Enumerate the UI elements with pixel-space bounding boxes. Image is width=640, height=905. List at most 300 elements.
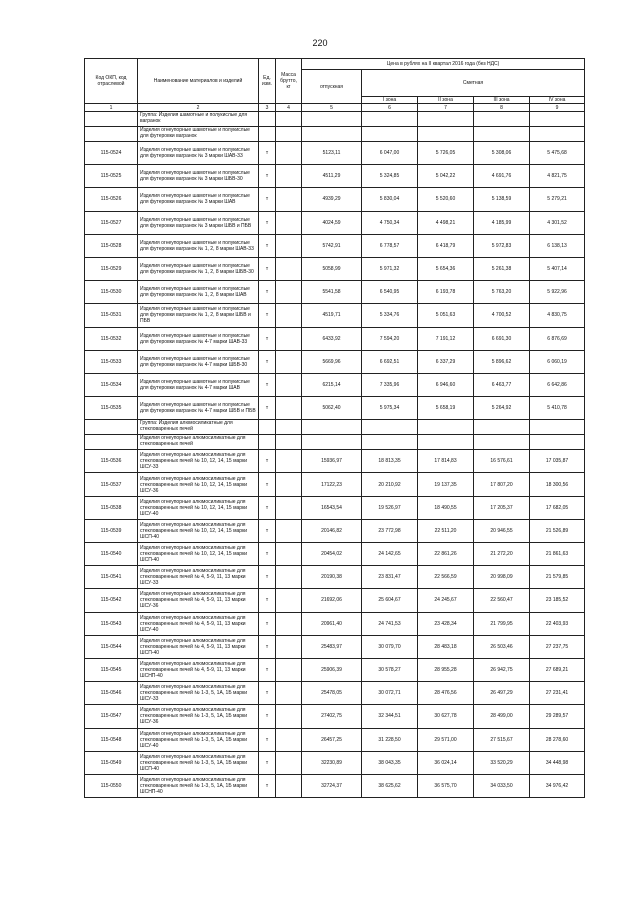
row-zone3-price: 5 261,38	[474, 257, 530, 280]
row-name: Изделия огнеупорные алюмосиликатные для стекловаренных печей № 10, 12, 14, 15 марки ШСП-40	[138, 519, 259, 542]
row-release-price: 20146,82	[302, 519, 362, 542]
row-mass	[276, 496, 302, 519]
row-zone1-price	[362, 435, 418, 450]
row-zone4-price: 23 185,52	[530, 589, 585, 612]
row-zone4-price: 17 035,87	[530, 450, 585, 473]
row-release-price: 26457,25	[302, 728, 362, 751]
row-name: Изделия огнеупорные шамотные и полукислые для футеровки вагранок № 3 марки ШБВ и ПБВ	[138, 211, 259, 234]
row-zone3-price: 16 576,61	[474, 450, 530, 473]
row-zone2-price: 28 483,18	[418, 635, 474, 658]
group-row	[85, 127, 585, 142]
group-row	[85, 435, 585, 450]
row-code: 115-0526	[85, 188, 138, 211]
price-table	[84, 58, 585, 798]
row-unit: т	[259, 774, 276, 797]
row-unit	[259, 420, 276, 435]
row-mass	[276, 127, 302, 142]
row-code: 115-0550	[85, 774, 138, 797]
row-zone1-price: 24 741,53	[362, 612, 418, 635]
row-zone4-price: 27 231,41	[530, 682, 585, 705]
row-zone3-price: 5 896,62	[474, 350, 530, 373]
row-code: 115-0545	[85, 658, 138, 681]
row-name: Изделия огнеупорные алюмосиликатные для стекловаренных печей № 10, 12, 14, 15 марки ШСУ-33	[138, 450, 259, 473]
row-name: Изделия огнеупорные шамотные и полукислые для футеровки вагранок № 1, 2, 8 марки ШБВ-30	[138, 257, 259, 280]
row-release-price: 4519,71	[302, 304, 362, 327]
row-release-price: 5058,99	[302, 257, 362, 280]
table-row	[85, 705, 585, 728]
table-row	[85, 566, 585, 589]
row-release-price: 25906,39	[302, 658, 362, 681]
row-zone2-price: 5 658,19	[418, 397, 474, 420]
row-name: Изделия огнеупорные алюмосиликатные для стекловаренных печей № 1-3, 5, 1А, 1Б марки ШСУ-36	[138, 705, 259, 728]
row-code: 115-0541	[85, 566, 138, 589]
row-code: 115-0533	[85, 350, 138, 373]
row-release-price: 17122,23	[302, 473, 362, 496]
row-zone2-price: 5 051,63	[418, 304, 474, 327]
row-zone1-price: 4 750,34	[362, 211, 418, 234]
row-name: Изделия огнеупорные алюмосиликатные для стекловаренных печей № 4, 5-9, 11, 13 марки ШСУ-40	[138, 612, 259, 635]
table-row	[85, 373, 585, 396]
row-mass	[276, 658, 302, 681]
row-code: 115-0544	[85, 635, 138, 658]
row-zone2-price: 19 137,35	[418, 473, 474, 496]
row-release-price: 21692,06	[302, 589, 362, 612]
row-mass	[276, 751, 302, 774]
column-index-cell: 3	[259, 104, 276, 112]
row-release-price: 4511,29	[302, 165, 362, 188]
column-index-cell: 4	[276, 104, 302, 112]
row-code: 115-0538	[85, 496, 138, 519]
row-mass	[276, 211, 302, 234]
row-name: Изделия огнеупорные шамотные и полукислые для футеровки вагранок № 3 марки ШАВ-33	[138, 142, 259, 165]
row-release-price: 25483,97	[302, 635, 362, 658]
table-row	[85, 543, 585, 566]
table-row	[85, 188, 585, 211]
row-unit: т	[259, 142, 276, 165]
table-row	[85, 589, 585, 612]
row-release-price	[302, 112, 362, 127]
row-zone3-price: 6 463,77	[474, 373, 530, 396]
row-release-price: 5123,11	[302, 142, 362, 165]
table-row	[85, 774, 585, 797]
row-zone1-price: 5 975,34	[362, 397, 418, 420]
row-code	[85, 435, 138, 450]
row-unit: т	[259, 658, 276, 681]
table-row	[85, 473, 585, 496]
row-code: 115-0547	[85, 705, 138, 728]
row-code: 115-0539	[85, 519, 138, 542]
row-code: 115-0537	[85, 473, 138, 496]
header-estimate: Сметная	[362, 70, 585, 97]
row-name: Изделия огнеупорные шамотные и полукислые для футеровки вагранок № 3 марки ШБВ-30	[138, 165, 259, 188]
table-row	[85, 257, 585, 280]
row-zone2-price: 6 418,79	[418, 234, 474, 257]
row-zone4-price: 5 922,96	[530, 281, 585, 304]
row-unit: т	[259, 682, 276, 705]
row-code: 115-0549	[85, 751, 138, 774]
header-price: Цена в рублях на II квартал 2016 года (без НДС)	[302, 59, 585, 70]
row-unit: т	[259, 543, 276, 566]
row-mass	[276, 635, 302, 658]
row-code: 115-0525	[85, 165, 138, 188]
row-mass	[276, 142, 302, 165]
row-zone3-price: 17 807,20	[474, 473, 530, 496]
row-unit: т	[259, 373, 276, 396]
row-zone2-price	[418, 112, 474, 127]
row-name: Изделия огнеупорные шамотные и полукислые для футеровки вагранок	[138, 127, 259, 142]
row-zone2-price: 30 627,78	[418, 705, 474, 728]
row-zone2-price: 5 520,60	[418, 188, 474, 211]
row-code	[85, 127, 138, 142]
row-code: 115-0546	[85, 682, 138, 705]
header-name: Наименование материалов и изделий	[138, 59, 259, 104]
row-zone4-price: 5 407,14	[530, 257, 585, 280]
row-zone2-price: 5 654,36	[418, 257, 474, 280]
header-release: отпускная	[302, 70, 362, 104]
row-zone1-price	[362, 112, 418, 127]
row-unit: т	[259, 165, 276, 188]
row-unit: т	[259, 450, 276, 473]
table-row	[85, 450, 585, 473]
row-zone3-price: 27 515,67	[474, 728, 530, 751]
row-zone3-price: 17 205,37	[474, 496, 530, 519]
row-mass	[276, 257, 302, 280]
row-name: Изделия огнеупорные алюмосиликатные для стекловаренных печей № 4, 5-9, 11, 13 марки ШСП-40	[138, 635, 259, 658]
group-row	[85, 420, 585, 435]
row-release-price: 5062,40	[302, 397, 362, 420]
row-name: Изделия огнеупорные алюмосиликатные для стекловаренных печей № 1-3, 5, 1А, 1Б марки ШСУ-33	[138, 682, 259, 705]
row-name: Группа: Изделия шамотные и полукислые для вагранок	[138, 112, 259, 127]
table-row	[85, 281, 585, 304]
row-zone3-price: 5 763,20	[474, 281, 530, 304]
table-row	[85, 519, 585, 542]
row-zone2-price: 18 490,55	[418, 496, 474, 519]
row-zone1-price: 30 578,27	[362, 658, 418, 681]
row-zone1-price: 6 047,00	[362, 142, 418, 165]
row-zone4-price: 4 301,52	[530, 211, 585, 234]
header-code: Код ОКП, код отраслевой	[85, 59, 138, 104]
header-mass: Масса брутто, кг	[276, 59, 302, 104]
row-zone3-price: 5 972,83	[474, 234, 530, 257]
table-row	[85, 165, 585, 188]
row-zone1-price: 6 778,57	[362, 234, 418, 257]
page-number: 220	[312, 38, 328, 48]
column-index-cell: 7	[418, 104, 474, 112]
row-zone2-price: 4 498,21	[418, 211, 474, 234]
table-row	[85, 142, 585, 165]
row-release-price: 16543,54	[302, 496, 362, 519]
row-zone2-price: 22 566,59	[418, 566, 474, 589]
row-release-price: 27402,75	[302, 705, 362, 728]
row-zone1-price: 30 079,70	[362, 635, 418, 658]
row-zone2-price: 24 245,67	[418, 589, 474, 612]
row-zone4-price: 6 138,13	[530, 234, 585, 257]
row-zone3-price: 33 520,29	[474, 751, 530, 774]
row-release-price: 5669,96	[302, 350, 362, 373]
row-unit: т	[259, 327, 276, 350]
row-zone4-price: 21 526,89	[530, 519, 585, 542]
row-zone1-price: 5 971,32	[362, 257, 418, 280]
column-index-cell: 8	[474, 104, 530, 112]
row-release-price: 32230,89	[302, 751, 362, 774]
row-zone3-price: 28 499,00	[474, 705, 530, 728]
row-unit: т	[259, 257, 276, 280]
row-zone1-price: 31 228,50	[362, 728, 418, 751]
row-mass	[276, 281, 302, 304]
table-row	[85, 327, 585, 350]
row-code: 115-0532	[85, 327, 138, 350]
row-release-price: 20190,38	[302, 566, 362, 589]
row-name: Изделия огнеупорные шамотные и полукислые для футеровки вагранок № 4-7 марки ШБВ и ПБВ	[138, 397, 259, 420]
row-unit: т	[259, 211, 276, 234]
row-mass	[276, 234, 302, 257]
header-zone2: II зона	[418, 97, 474, 104]
row-mass	[276, 373, 302, 396]
row-zone2-price	[418, 435, 474, 450]
row-unit	[259, 112, 276, 127]
table-row	[85, 728, 585, 751]
row-zone4-price: 28 278,60	[530, 728, 585, 751]
row-zone1-price: 38 625,62	[362, 774, 418, 797]
row-code: 115-0534	[85, 373, 138, 396]
row-unit: т	[259, 350, 276, 373]
row-mass	[276, 435, 302, 450]
row-name: Изделия огнеупорные алюмосиликатные для стекловаренных печей	[138, 435, 259, 450]
row-zone1-price: 32 344,51	[362, 705, 418, 728]
row-zone1-price: 20 210,92	[362, 473, 418, 496]
row-zone1-price: 18 813,35	[362, 450, 418, 473]
row-unit: т	[259, 473, 276, 496]
row-zone3-price: 4 185,99	[474, 211, 530, 234]
row-zone3-price: 21 272,20	[474, 543, 530, 566]
header-zone3: III зона	[474, 97, 530, 104]
row-mass	[276, 450, 302, 473]
row-zone4-price: 18 300,56	[530, 473, 585, 496]
row-mass	[276, 519, 302, 542]
row-zone4-price: 4 821,75	[530, 165, 585, 188]
row-unit: т	[259, 304, 276, 327]
row-zone2-price: 5 726,05	[418, 142, 474, 165]
row-zone3-price: 5 308,06	[474, 142, 530, 165]
row-mass	[276, 589, 302, 612]
row-code: 115-0529	[85, 257, 138, 280]
row-release-price: 32724,37	[302, 774, 362, 797]
row-zone2-price	[418, 127, 474, 142]
row-zone3-price: 34 033,50	[474, 774, 530, 797]
row-release-price	[302, 127, 362, 142]
row-name: Изделия огнеупорные шамотные и полукислые для футеровки вагранок № 4-7 марки ШБВ-30	[138, 350, 259, 373]
row-zone1-price: 7 335,96	[362, 373, 418, 396]
row-unit: т	[259, 589, 276, 612]
row-release-price: 5541,58	[302, 281, 362, 304]
row-zone4-price: 17 682,05	[530, 496, 585, 519]
row-zone4-price	[530, 112, 585, 127]
row-zone1-price: 6 540,95	[362, 281, 418, 304]
row-unit	[259, 435, 276, 450]
row-mass	[276, 566, 302, 589]
row-release-price: 4939,29	[302, 188, 362, 211]
table-row	[85, 304, 585, 327]
row-release-price: 6215,14	[302, 373, 362, 396]
column-index-cell: 2	[138, 104, 259, 112]
row-code: 115-0536	[85, 450, 138, 473]
row-release-price: 20454,02	[302, 543, 362, 566]
row-name: Изделия огнеупорные алюмосиликатные для стекловаренных печей № 10, 12, 14, 15 марки ШСП-40	[138, 543, 259, 566]
row-release-price: 6433,92	[302, 327, 362, 350]
row-zone3-price	[474, 435, 530, 450]
table-row	[85, 211, 585, 234]
row-unit: т	[259, 281, 276, 304]
row-unit: т	[259, 188, 276, 211]
row-zone1-price: 5 334,76	[362, 304, 418, 327]
table-row	[85, 635, 585, 658]
row-unit: т	[259, 751, 276, 774]
row-unit: т	[259, 397, 276, 420]
row-name: Изделия огнеупорные шамотные и полукислые для футеровки вагранок № 4-7 марки ШАВ-33	[138, 327, 259, 350]
row-zone3-price: 4 691,76	[474, 165, 530, 188]
row-zone4-price: 34 448,98	[530, 751, 585, 774]
row-zone3-price: 20 998,09	[474, 566, 530, 589]
row-code	[85, 112, 138, 127]
row-zone3-price	[474, 127, 530, 142]
row-zone1-price: 6 692,51	[362, 350, 418, 373]
row-zone2-price: 28 476,56	[418, 682, 474, 705]
row-zone1-price	[362, 127, 418, 142]
row-code: 115-0535	[85, 397, 138, 420]
row-zone2-price: 28 955,28	[418, 658, 474, 681]
row-zone1-price	[362, 420, 418, 435]
column-index-row	[85, 104, 585, 112]
row-name: Изделия огнеупорные алюмосиликатные для стекловаренных печей № 1-3, 5, 1А, 1Б марки ШСНП-40	[138, 774, 259, 797]
row-unit: т	[259, 635, 276, 658]
row-zone1-price: 24 142,65	[362, 543, 418, 566]
header-zone4: IV зона	[530, 97, 585, 104]
row-release-price	[302, 435, 362, 450]
row-mass	[276, 304, 302, 327]
row-name: Изделия огнеупорные шамотные и полукислые для футеровки вагранок № 4-7 марки ШАВ	[138, 373, 259, 396]
row-zone2-price: 7 191,12	[418, 327, 474, 350]
row-zone2-price: 29 571,00	[418, 728, 474, 751]
row-zone4-price: 4 830,75	[530, 304, 585, 327]
row-zone1-price: 19 526,97	[362, 496, 418, 519]
row-zone3-price: 20 946,55	[474, 519, 530, 542]
row-name: Изделия огнеупорные шамотные и полукислые для футеровки вагранок № 3 марки ШАВ	[138, 188, 259, 211]
row-name: Изделия огнеупорные алюмосиликатные для стекловаренных печей № 10, 12, 14, 15 марки ШСУ-40	[138, 496, 259, 519]
row-code: 115-0527	[85, 211, 138, 234]
row-code: 115-0528	[85, 234, 138, 257]
row-name: Изделия огнеупорные шамотные и полукислые для футеровки вагранок № 1, 2, 8 марки ШАВ	[138, 281, 259, 304]
table-row	[85, 658, 585, 681]
row-mass	[276, 188, 302, 211]
row-zone4-price	[530, 127, 585, 142]
row-zone4-price: 27 689,21	[530, 658, 585, 681]
row-mass	[276, 543, 302, 566]
row-zone4-price: 21 579,85	[530, 566, 585, 589]
row-zone1-price: 5 324,85	[362, 165, 418, 188]
row-zone3-price: 26 497,29	[474, 682, 530, 705]
table-row	[85, 612, 585, 635]
header-zone1: I зона	[362, 97, 418, 104]
row-zone2-price: 36 024,14	[418, 751, 474, 774]
row-mass	[276, 682, 302, 705]
row-zone2-price: 22 861,26	[418, 543, 474, 566]
row-code: 115-0543	[85, 612, 138, 635]
row-zone3-price: 4 700,52	[474, 304, 530, 327]
row-code: 115-0530	[85, 281, 138, 304]
row-code: 115-0540	[85, 543, 138, 566]
row-unit: т	[259, 612, 276, 635]
row-mass	[276, 612, 302, 635]
row-zone1-price: 30 072,71	[362, 682, 418, 705]
row-unit: т	[259, 496, 276, 519]
row-zone3-price: 6 691,30	[474, 327, 530, 350]
row-zone2-price: 6 337,29	[418, 350, 474, 373]
row-zone1-price: 23 772,98	[362, 519, 418, 542]
row-name: Изделия огнеупорные алюмосиликатные для стекловаренных печей № 4, 5-9, 11, 13 марки ШСУ-33	[138, 566, 259, 589]
row-name: Изделия огнеупорные алюмосиликатные для стекловаренных печей № 1-3, 5, 1А, 1Б марки ШСП-40	[138, 751, 259, 774]
row-name: Группа: Изделия алюмосиликатные для стекловаренных печей	[138, 420, 259, 435]
row-release-price	[302, 420, 362, 435]
row-mass	[276, 705, 302, 728]
row-zone4-price	[530, 435, 585, 450]
row-zone3-price: 26 503,46	[474, 635, 530, 658]
row-unit: т	[259, 705, 276, 728]
row-zone2-price: 17 814,83	[418, 450, 474, 473]
row-zone2-price: 6 946,60	[418, 373, 474, 396]
column-index-cell: 5	[302, 104, 362, 112]
row-zone4-price	[530, 420, 585, 435]
row-code	[85, 420, 138, 435]
table-row	[85, 751, 585, 774]
row-zone4-price: 5 279,21	[530, 188, 585, 211]
row-unit: т	[259, 234, 276, 257]
row-name: Изделия огнеупорные алюмосиликатные для стекловаренных печей № 10, 12, 14, 15 марки ШСУ-36	[138, 473, 259, 496]
row-zone4-price: 5 475,68	[530, 142, 585, 165]
row-name: Изделия огнеупорные алюмосиликатные для стекловаренных печей № 4, 5-9, 11, 13 марки ШСУ-36	[138, 589, 259, 612]
row-code: 115-0531	[85, 304, 138, 327]
table-row	[85, 682, 585, 705]
row-mass	[276, 327, 302, 350]
row-zone3-price: 22 560,47	[474, 589, 530, 612]
row-mass	[276, 774, 302, 797]
column-index-cell: 1	[85, 104, 138, 112]
row-zone2-price: 22 511,20	[418, 519, 474, 542]
row-unit: т	[259, 728, 276, 751]
row-zone3-price: 26 942,75	[474, 658, 530, 681]
row-release-price: 15936,97	[302, 450, 362, 473]
row-zone1-price: 5 830,04	[362, 188, 418, 211]
row-mass	[276, 112, 302, 127]
row-zone4-price: 27 237,75	[530, 635, 585, 658]
row-release-price: 25478,05	[302, 682, 362, 705]
row-zone4-price: 5 410,78	[530, 397, 585, 420]
table-row	[85, 350, 585, 373]
row-unit	[259, 127, 276, 142]
row-zone2-price: 5 042,22	[418, 165, 474, 188]
group-row	[85, 112, 585, 127]
row-code: 115-0548	[85, 728, 138, 751]
row-zone1-price: 25 604,67	[362, 589, 418, 612]
row-mass	[276, 165, 302, 188]
row-zone1-price: 7 594,20	[362, 327, 418, 350]
row-zone4-price: 21 861,63	[530, 543, 585, 566]
column-index-cell: 9	[530, 104, 585, 112]
row-zone3-price: 5 138,59	[474, 188, 530, 211]
row-zone1-price: 23 831,47	[362, 566, 418, 589]
row-code: 115-0542	[85, 589, 138, 612]
table-row	[85, 397, 585, 420]
header-unit: Ед. изм.	[259, 59, 276, 104]
